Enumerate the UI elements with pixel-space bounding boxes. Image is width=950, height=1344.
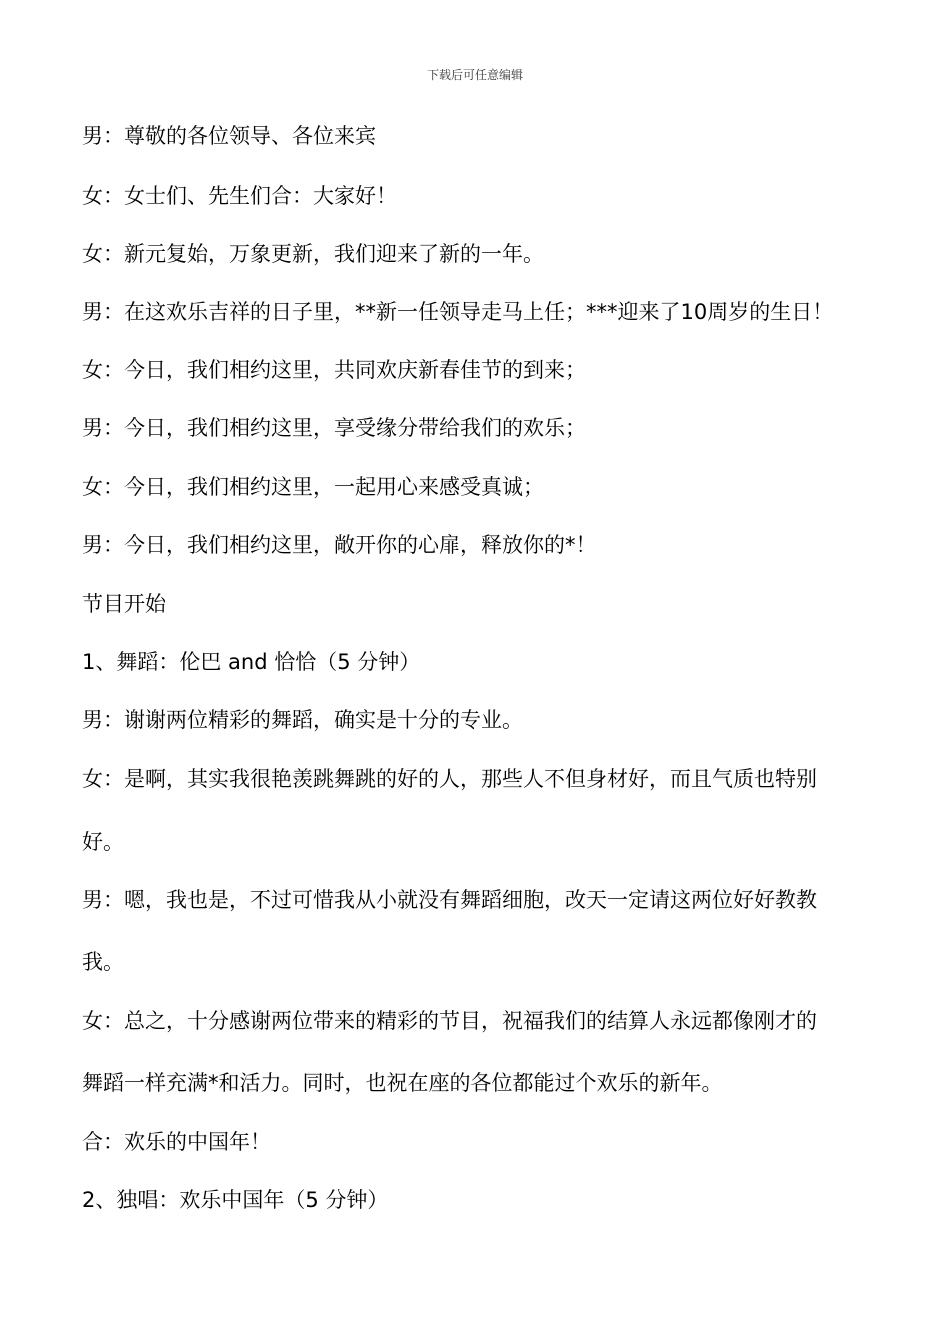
script-line-continued: 好。	[82, 830, 124, 854]
program-item: 2、独唱：欢乐中国年（5 分钟）	[82, 1188, 389, 1212]
script-line: 女：是啊，其实我很艳羡跳舞跳的好的人，那些人不但身材好，而且气质也特别	[82, 767, 817, 791]
script-line: 男：嗯，我也是，不过可惜我从小就没有舞蹈细胞，改天一定请这两位好好教教	[82, 888, 817, 912]
script-line-continued: 我。	[82, 950, 124, 974]
script-line: 女：新元复始，万象更新，我们迎来了新的一年。	[82, 242, 544, 266]
script-line: 男：在这欢乐吉祥的日子里，**新一任领导走马上任；***迎来了10周岁的生日！	[82, 300, 834, 324]
section-heading: 节目开始	[82, 592, 166, 616]
script-line: 男：今日，我们相约这里，敞开你的心扉，释放你的*！	[82, 533, 597, 557]
script-line: 男：今日，我们相约这里，享受缘分带给我们的欢乐；	[82, 416, 586, 440]
script-line: 男：谢谢两位精彩的舞蹈，确实是十分的专业。	[82, 708, 523, 732]
script-line: 女：总之，十分感谢两位带来的精彩的节目，祝福我们的结算人永远都像刚才的	[82, 1009, 817, 1033]
script-line: 女：今日，我们相约这里，一起用心来感受真诚；	[82, 475, 544, 499]
script-line: 男：尊敬的各位领导、各位来宾	[82, 124, 376, 148]
script-line: 合：欢乐的中国年！	[82, 1130, 271, 1154]
page-header: 下载后可任意编辑	[426, 68, 523, 82]
script-line: 女：女士们、先生们合：大家好！	[82, 184, 397, 208]
program-item: 1、舞蹈：伦巴 and 恰恰（5 分钟）	[82, 650, 421, 674]
script-line-continued: 舞蹈一样充满*和活力。同时，也祝在座的各位都能过个欢乐的新年。	[82, 1071, 723, 1095]
script-line: 女：今日，我们相约这里，共同欢庆新春佳节的到来；	[82, 358, 586, 382]
